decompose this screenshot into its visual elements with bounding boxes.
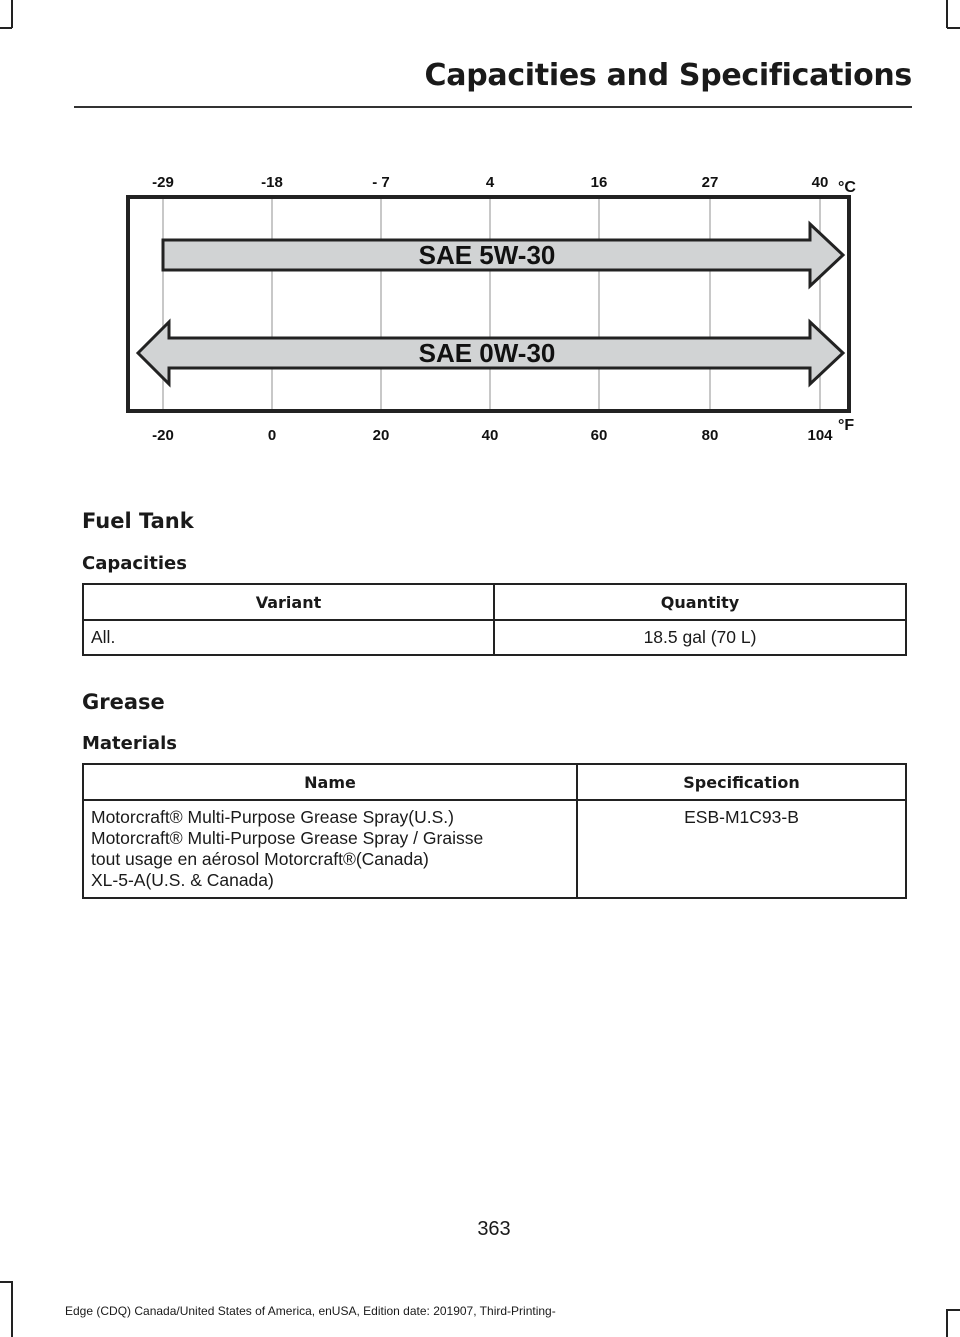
crop-mark <box>0 1281 12 1283</box>
grease-name-line: XL-5-A(U.S. & Canada) <box>91 870 274 890</box>
oil-viscosity-chart <box>120 160 880 460</box>
crop-mark <box>0 27 12 29</box>
fahrenheit-tick-label: 104 <box>807 427 833 444</box>
page-title: Capacities and Specifications <box>424 58 912 93</box>
fahrenheit-tick-label: 40 <box>481 427 499 444</box>
fahrenheit-tick-label: 0 <box>267 427 277 444</box>
table-row <box>83 620 906 655</box>
grease-materials-subheading: Materials <box>82 733 177 754</box>
celsius-unit-label: °C <box>838 179 856 196</box>
crop-mark <box>946 1309 948 1337</box>
celsius-tick-label: 27 <box>701 174 719 191</box>
fahrenheit-unit-label: °F <box>838 417 855 434</box>
chart-frame <box>128 197 849 411</box>
footer-edition-text: Edge (CDQ) Canada/United States of America, enUSA, Edition date: 201907, Third-Printing- <box>65 1304 556 1318</box>
grease-name-cell <box>83 800 577 898</box>
fuel-tank-capacities-table <box>82 583 907 656</box>
grease-materials-table <box>82 763 907 899</box>
column-header-specification: Specification <box>577 764 906 800</box>
temperature-grid-lines <box>163 199 820 409</box>
celsius-tick-label: -18 <box>261 174 283 191</box>
viscosity-grade-label: SAE 0W-30 <box>418 338 556 368</box>
column-header-name: Name <box>83 764 577 800</box>
celsius-tick-label: 40 <box>811 174 829 191</box>
table-header-row <box>83 764 906 800</box>
grease-specification-cell: ESB-M1C93-B <box>577 800 906 898</box>
celsius-tick-labels <box>152 174 828 191</box>
oil-viscosity-chart-graphic <box>120 160 880 460</box>
fahrenheit-tick-labels <box>152 427 833 444</box>
column-header-quantity: Quantity <box>494 584 906 620</box>
header-rule <box>74 106 912 108</box>
crop-mark <box>11 1281 13 1337</box>
crop-mark <box>947 1309 960 1311</box>
celsius-tick-label: - 7 <box>372 174 390 191</box>
page-number: 363 <box>477 1218 511 1240</box>
celsius-tick-label: 16 <box>590 174 608 191</box>
fuel-tank-capacities-subheading: Capacities <box>82 553 187 574</box>
fahrenheit-tick-label: 20 <box>372 427 390 444</box>
grease-name-line: Motorcraft® Multi-Purpose Grease Spray(U.S.) <box>91 807 454 827</box>
fahrenheit-tick-label: 80 <box>701 427 719 444</box>
viscosity-grade-label: SAE 5W-30 <box>418 240 556 270</box>
celsius-tick-label: -29 <box>152 174 174 191</box>
variant-cell: All. <box>83 620 494 655</box>
column-header-variant: Variant <box>83 584 494 620</box>
table-header-row <box>83 584 906 620</box>
crop-mark <box>946 0 948 28</box>
fahrenheit-tick-label: -20 <box>152 427 174 444</box>
grease-name-line: Motorcraft® Multi-Purpose Grease Spray / Graisse <box>91 828 484 848</box>
fahrenheit-tick-label: 60 <box>590 427 608 444</box>
quantity-cell: 18.5 gal (70 L) <box>494 620 906 655</box>
crop-mark <box>947 27 960 29</box>
crop-mark <box>11 0 13 28</box>
grease-name-line: tout usage en aérosol Motorcraft®(Canada) <box>91 849 429 869</box>
grease-heading: Grease <box>82 690 165 714</box>
table-row <box>83 800 906 898</box>
fuel-tank-heading: Fuel Tank <box>82 509 194 533</box>
celsius-tick-label: 4 <box>485 174 495 191</box>
